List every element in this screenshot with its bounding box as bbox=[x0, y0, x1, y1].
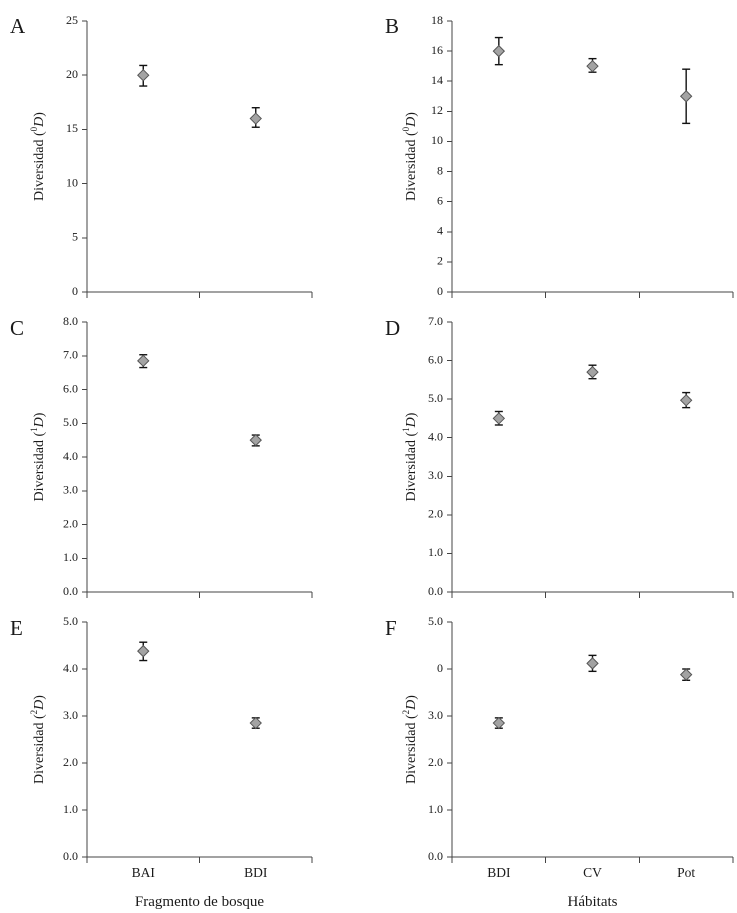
y-tick-label: 4.0 bbox=[63, 660, 78, 675]
data-point-diamond bbox=[681, 669, 692, 680]
y-axis-title: Diversidad ($^0$D) bbox=[29, 112, 48, 201]
panel-letter: C bbox=[10, 315, 25, 340]
x-axis-title: Hábitats bbox=[567, 894, 618, 910]
y-tick-label: 3.0 bbox=[428, 468, 443, 483]
y-tick-label: 0.0 bbox=[428, 848, 443, 863]
y-tick-label: 0.0 bbox=[428, 583, 443, 598]
y-tick-label: 2.0 bbox=[428, 754, 443, 769]
y-tick-label: 0.0 bbox=[63, 583, 78, 598]
y-tick-label: 10 bbox=[66, 175, 78, 190]
x-category-label: BDI bbox=[487, 865, 511, 880]
data-point-diamond bbox=[493, 46, 504, 57]
y-tick-label: 0 bbox=[72, 283, 78, 298]
data-point-diamond bbox=[138, 355, 149, 366]
panel-c bbox=[10, 314, 312, 598]
y-tick-label: 2.0 bbox=[63, 516, 78, 531]
x-category-label: CV bbox=[583, 865, 602, 880]
y-tick-label: 2.0 bbox=[428, 506, 443, 521]
x-category-label: Pot bbox=[677, 865, 696, 880]
y-tick-label: 8.0 bbox=[63, 313, 78, 328]
y-tick-label: 5.0 bbox=[428, 613, 443, 628]
data-point-diamond bbox=[587, 367, 598, 378]
data-point-diamond bbox=[493, 413, 504, 424]
y-tick-label: 4.0 bbox=[63, 448, 78, 463]
panel-a bbox=[10, 13, 312, 298]
y-tick-label: 0 bbox=[437, 660, 443, 675]
y-tick-label: 20 bbox=[66, 66, 78, 81]
y-tick-label: 6.0 bbox=[428, 352, 443, 367]
y-tick-label: 5 bbox=[72, 229, 78, 244]
data-point-diamond bbox=[250, 113, 261, 124]
y-tick-label: 5.0 bbox=[428, 390, 443, 405]
data-point-diamond bbox=[681, 91, 692, 102]
y-tick-label: 5.0 bbox=[63, 415, 78, 429]
panel-letter: F bbox=[385, 615, 397, 640]
y-tick-label: 10 bbox=[431, 133, 443, 148]
y-tick-label: 0 bbox=[437, 283, 443, 298]
data-point-diamond bbox=[138, 70, 149, 81]
data-point-diamond bbox=[250, 435, 261, 446]
y-tick-label: 14 bbox=[431, 72, 443, 87]
y-tick-label: 8 bbox=[437, 163, 443, 178]
y-axis-title: Diversidad ($^0$D) bbox=[401, 112, 420, 201]
y-tick-label: 15 bbox=[66, 121, 78, 136]
y-tick-label: 0.0 bbox=[63, 848, 78, 863]
y-axis-title: Diversidad ($^2$D) bbox=[401, 695, 420, 784]
y-tick-label: 25 bbox=[66, 12, 78, 27]
y-tick-label: 7.0 bbox=[63, 347, 78, 362]
y-tick-label: 2 bbox=[437, 253, 443, 268]
data-point-diamond bbox=[587, 61, 598, 72]
y-tick-label: 18 bbox=[431, 12, 443, 27]
x-axis-title: Fragmento de bosque bbox=[134, 894, 265, 910]
x-category-label: BDI bbox=[244, 865, 268, 880]
y-tick-label: 6 bbox=[437, 193, 443, 208]
panel-e bbox=[10, 614, 312, 910]
y-axis-title: Diversidad ($^1$D) bbox=[29, 412, 48, 502]
y-tick-label: 1.0 bbox=[428, 545, 443, 560]
y-tick-label: 1.0 bbox=[63, 550, 78, 564]
panel-d bbox=[385, 314, 733, 598]
y-tick-label: 2.0 bbox=[63, 754, 78, 769]
y-tick-label: 4.0 bbox=[428, 429, 443, 444]
y-tick-label: 3.0 bbox=[428, 707, 443, 722]
y-axis-title: Diversidad ($^2$D) bbox=[29, 695, 48, 784]
panel-letter: D bbox=[385, 315, 401, 340]
x-category-label: BAI bbox=[131, 865, 155, 880]
panel-b bbox=[385, 13, 733, 298]
data-point-diamond bbox=[493, 718, 504, 729]
data-point-diamond bbox=[681, 395, 692, 406]
y-tick-label: 3.0 bbox=[63, 707, 78, 722]
data-point-diamond bbox=[587, 658, 598, 669]
panel-letter: B bbox=[385, 13, 400, 38]
y-axis-title: Diversidad ($^1$D) bbox=[401, 412, 420, 502]
y-tick-label: 7.0 bbox=[428, 313, 443, 328]
y-tick-label: 3.0 bbox=[63, 482, 78, 497]
panel-f bbox=[385, 614, 733, 910]
y-tick-label: 4 bbox=[437, 223, 443, 238]
y-tick-label: 6.0 bbox=[63, 381, 78, 396]
data-point-diamond bbox=[138, 646, 149, 657]
panel-letter: A bbox=[10, 13, 26, 38]
y-tick-label: 1.0 bbox=[63, 801, 78, 816]
y-tick-label: 16 bbox=[431, 42, 443, 57]
data-point-diamond bbox=[250, 718, 261, 729]
y-tick-label: 12 bbox=[431, 103, 443, 118]
y-tick-label: 1.0 bbox=[428, 801, 443, 816]
y-tick-label: 5.0 bbox=[63, 613, 78, 628]
panel-letter: E bbox=[10, 615, 23, 640]
